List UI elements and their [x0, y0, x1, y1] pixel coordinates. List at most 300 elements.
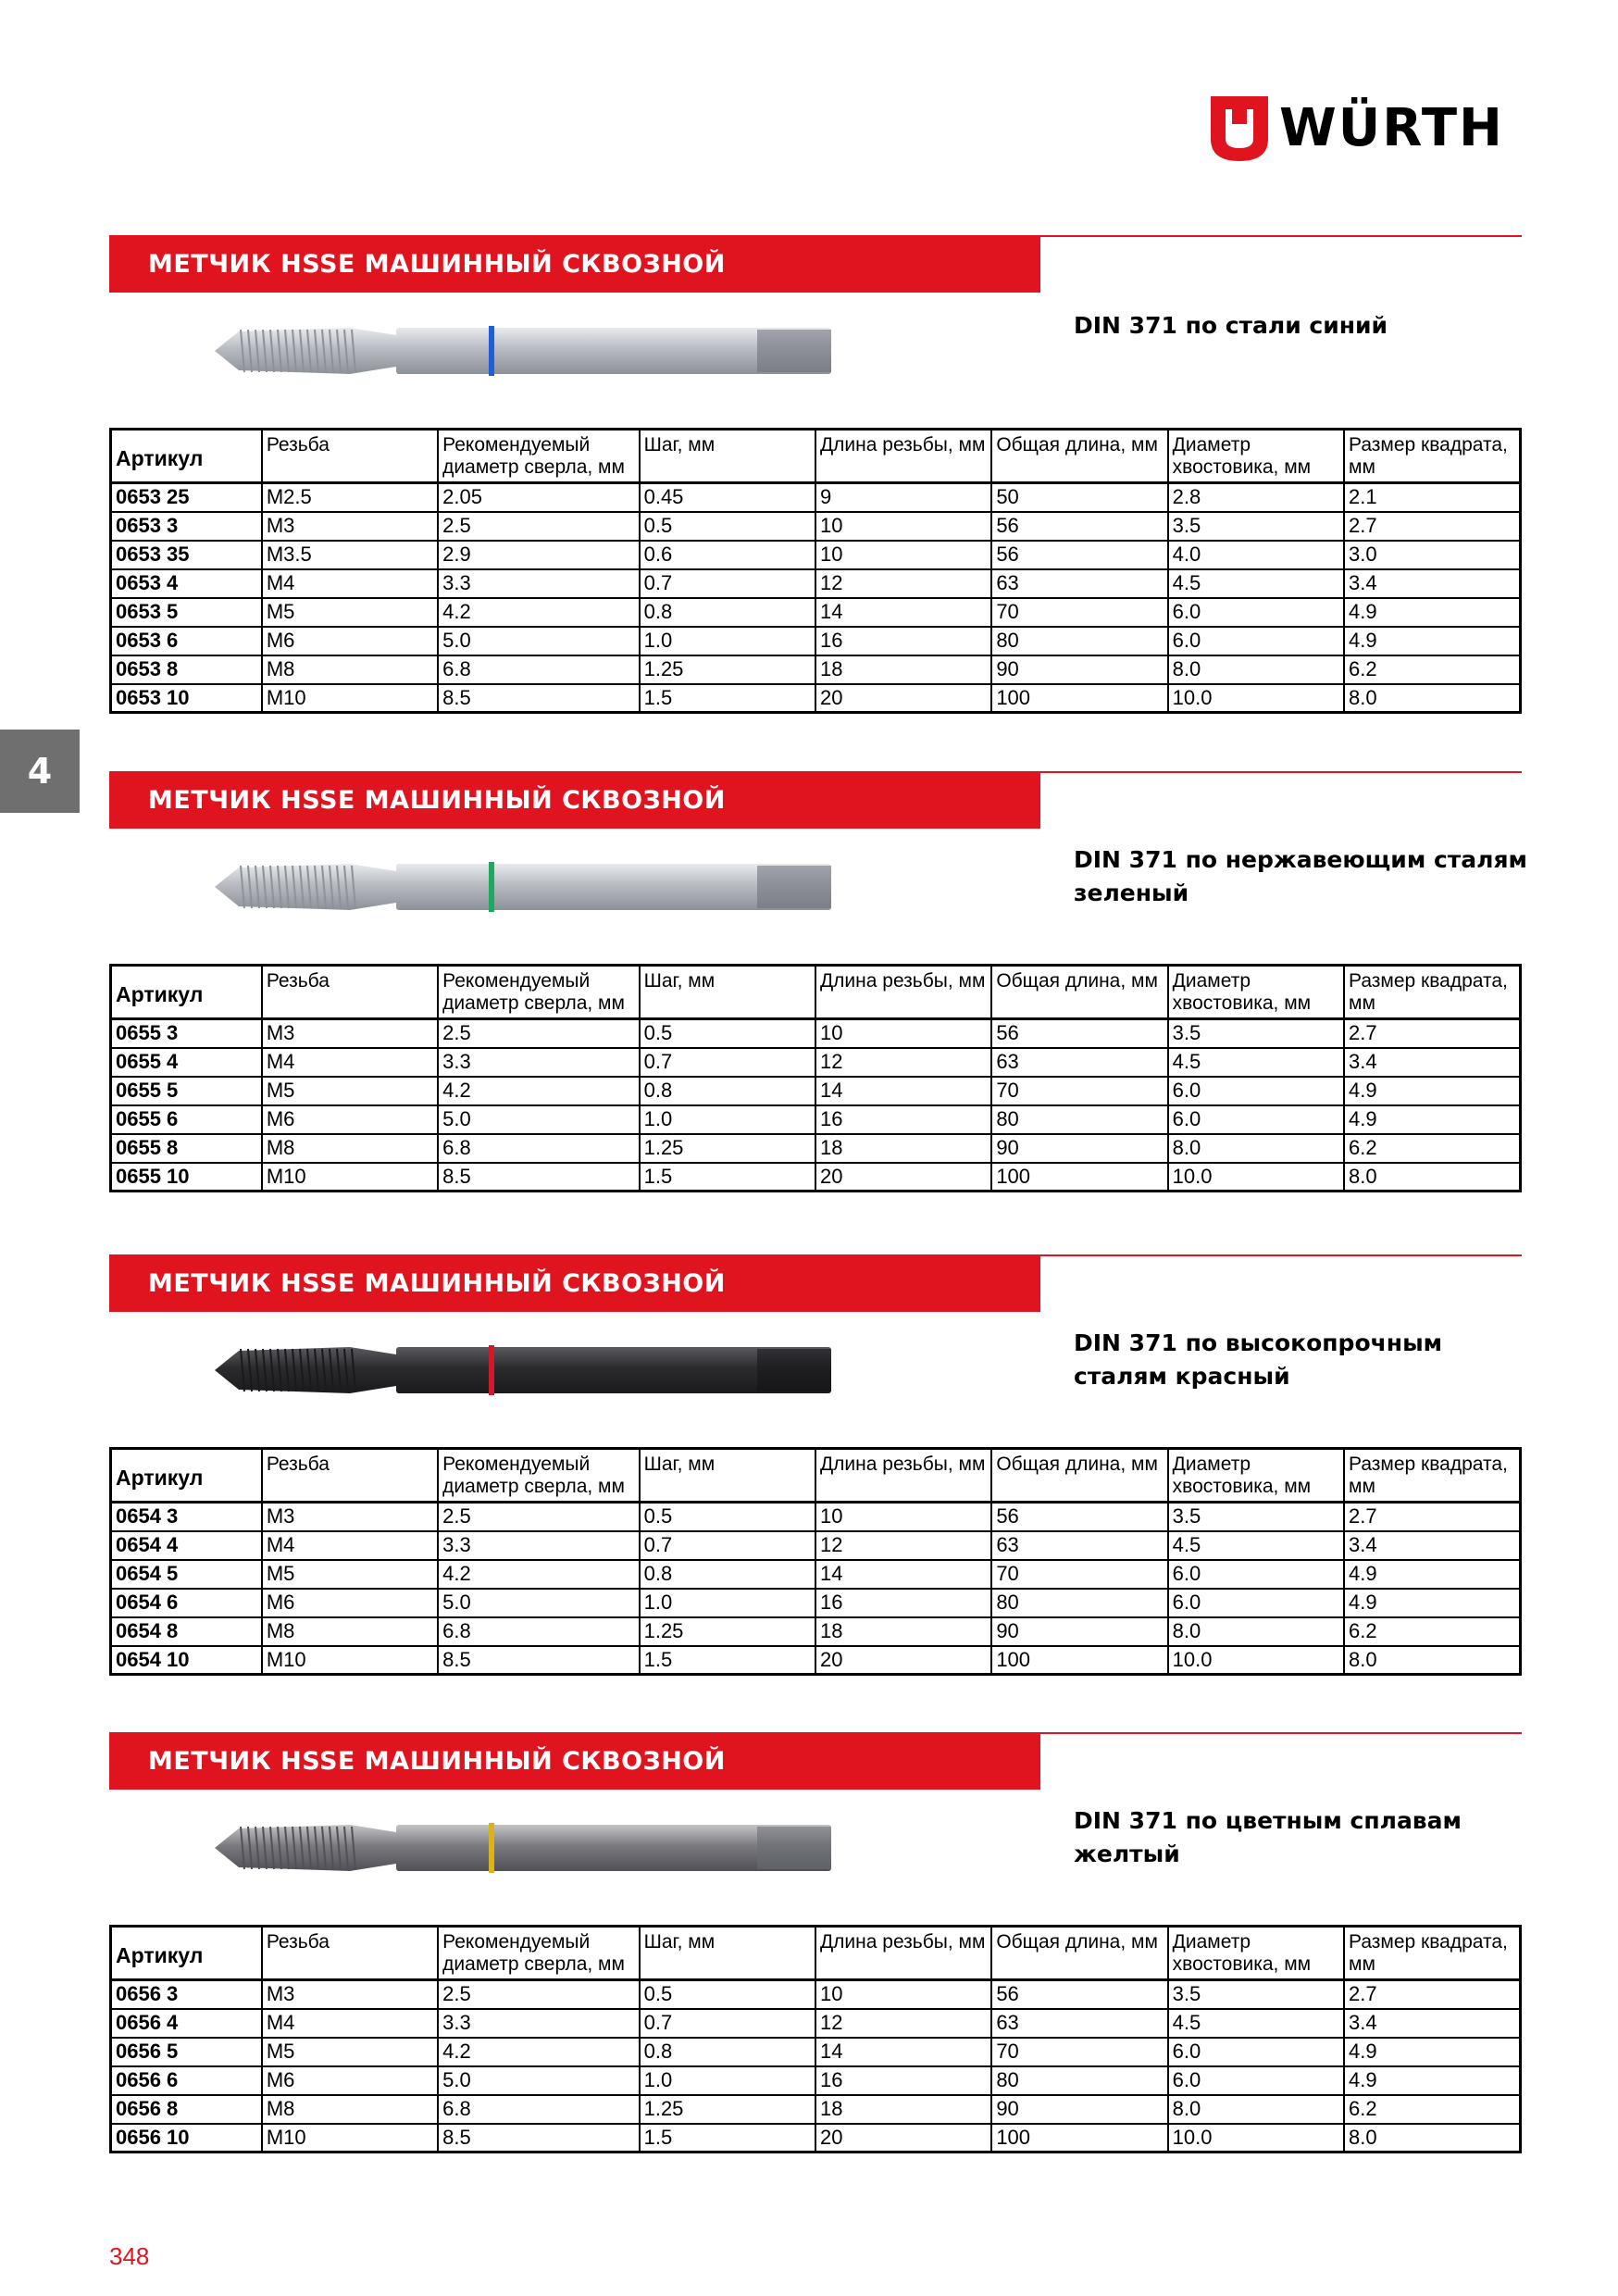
cell-thread-length: 20 [815, 1163, 991, 1192]
column-header-pitch: Шаг, мм [640, 1927, 815, 1980]
column-header-pitch: Шаг, мм [640, 966, 815, 1019]
table-row [111, 598, 1521, 627]
cell-shank-diameter: 10.0 [1168, 2124, 1344, 2152]
column-header-thread-length: Длина резьбы, мм [815, 966, 991, 1019]
section-title: МЕТЧИК HSSE МАШИННЫЙ СКВОЗНОЙ [148, 1747, 726, 1776]
cell-drill: 3.3 [438, 2009, 639, 2038]
table-header-row [111, 966, 1521, 1019]
cell-thread: M4 [262, 1531, 438, 1560]
column-header-square-size: Размер квадрата, мм [1344, 430, 1520, 483]
cell-thread-length: 18 [815, 2095, 991, 2124]
tap-illustration [211, 300, 877, 402]
column-header-drill: Рекомендуемый диаметр сверла, мм [438, 966, 639, 1019]
description-line: DIN 371 по стали синий [1074, 312, 1388, 339]
description-line: желтый [1074, 1841, 1180, 1867]
cell-square-size: 4.9 [1344, 1077, 1520, 1105]
cell-square-size: 8.0 [1344, 1646, 1520, 1675]
column-header-thread-length: Длина резьбы, мм [815, 1927, 991, 1980]
cell-total-length: 90 [991, 1134, 1167, 1163]
table-row [111, 1048, 1521, 1077]
cell-square-size: 4.9 [1344, 1560, 1520, 1589]
cell-drill: 5.0 [438, 1589, 639, 1617]
cell-drill: 3.3 [438, 1048, 639, 1077]
cell-thread-length: 10 [815, 1980, 991, 2009]
cell-drill: 2.5 [438, 1503, 639, 1531]
cell-thread: M6 [262, 627, 438, 655]
section-header-band [109, 1256, 1040, 1312]
cell-shank-diameter: 6.0 [1168, 627, 1344, 655]
cell-drill: 3.3 [438, 569, 639, 598]
cell-total-length: 70 [991, 598, 1167, 627]
description-line: DIN 371 по высокопрочным [1074, 1329, 1443, 1356]
table-row [111, 1077, 1521, 1105]
table-row [111, 512, 1521, 541]
cell-thread: M6 [262, 1589, 438, 1617]
cell-shank-diameter: 8.0 [1168, 1617, 1344, 1646]
cell-pitch: 1.0 [640, 2066, 815, 2095]
cell-drill: 8.5 [438, 1163, 639, 1192]
spec-table [109, 1447, 1522, 1676]
column-header-square-size: Размер квадрата, мм [1344, 1927, 1520, 1980]
cell-thread: M5 [262, 598, 438, 627]
cell-square-size: 4.9 [1344, 627, 1520, 655]
column-header-drill: Рекомендуемый диаметр сверла, мм [438, 430, 639, 483]
cell-drill: 2.5 [438, 512, 639, 541]
table-row [111, 1134, 1521, 1163]
cell-total-length: 100 [991, 1163, 1167, 1192]
cell-thread: M3.5 [262, 541, 438, 569]
cell-thread: M6 [262, 2066, 438, 2095]
cell-total-length: 100 [991, 684, 1167, 713]
cell-thread: M3 [262, 1503, 438, 1531]
spec-table [109, 1925, 1522, 2153]
cell-thread: M4 [262, 2009, 438, 2038]
cell-shank-diameter: 10.0 [1168, 1646, 1344, 1675]
cell-pitch: 0.8 [640, 1560, 815, 1589]
cell-thread: M4 [262, 1048, 438, 1077]
section-title: МЕТЧИК HSSE МАШИННЫЙ СКВОЗНОЙ [148, 786, 726, 815]
cell-square-size: 4.9 [1344, 1589, 1520, 1617]
cell-shank-diameter: 4.5 [1168, 1531, 1344, 1560]
description-line: DIN 371 по цветным сплавам [1074, 1807, 1462, 1834]
spec-table [109, 964, 1522, 1192]
cell-pitch: 1.0 [640, 1589, 815, 1617]
column-header-total-length: Общая длина, мм [991, 430, 1167, 483]
column-header-square-size: Размер квадрата, мм [1344, 1449, 1520, 1503]
cell-article: 0654 8 [111, 1617, 262, 1646]
column-header-total-length: Общая длина, мм [991, 1449, 1167, 1503]
cell-thread-length: 12 [815, 569, 991, 598]
cell-square-size: 2.1 [1344, 483, 1520, 512]
cell-pitch: 1.25 [640, 2095, 815, 2124]
column-header-thread-length: Длина резьбы, мм [815, 1449, 991, 1503]
cell-shank-diameter: 6.0 [1168, 2066, 1344, 2095]
column-header-drill: Рекомендуемый диаметр сверла, мм [438, 1449, 639, 1503]
cell-thread-length: 14 [815, 598, 991, 627]
cell-total-length: 80 [991, 1105, 1167, 1134]
cell-thread: M8 [262, 1617, 438, 1646]
cell-pitch: 0.8 [640, 598, 815, 627]
cell-pitch: 1.5 [640, 684, 815, 713]
cell-thread: M6 [262, 1105, 438, 1134]
cell-square-size: 4.9 [1344, 2066, 1520, 2095]
cell-pitch: 1.25 [640, 1134, 815, 1163]
cell-article: 0653 3 [111, 512, 262, 541]
cell-thread-length: 16 [815, 1589, 991, 1617]
cell-square-size: 4.9 [1344, 1105, 1520, 1134]
cell-thread: M10 [262, 1163, 438, 1192]
table-row [111, 1560, 1521, 1589]
cell-shank-diameter: 4.5 [1168, 569, 1344, 598]
cell-drill: 4.2 [438, 1560, 639, 1589]
cell-total-length: 56 [991, 512, 1167, 541]
table-row [111, 655, 1521, 684]
cell-drill: 8.5 [438, 2124, 639, 2152]
chapter-tab: 4 [0, 730, 80, 813]
cell-drill: 8.5 [438, 684, 639, 713]
cell-total-length: 63 [991, 1531, 1167, 1560]
cell-drill: 5.0 [438, 1105, 639, 1134]
cell-pitch: 0.5 [640, 1503, 815, 1531]
cell-article: 0654 10 [111, 1646, 262, 1675]
cell-shank-diameter: 3.5 [1168, 1019, 1344, 1048]
section-description [1074, 1804, 1537, 1871]
tap-illustration [211, 1319, 877, 1421]
cell-pitch: 1.25 [640, 1617, 815, 1646]
column-header-pitch: Шаг, мм [640, 1449, 815, 1503]
cell-total-length: 50 [991, 483, 1167, 512]
cell-shank-diameter: 6.0 [1168, 1560, 1344, 1589]
cell-shank-diameter: 3.5 [1168, 512, 1344, 541]
cell-article: 0653 4 [111, 569, 262, 598]
cell-article: 0656 3 [111, 1980, 262, 2009]
cell-square-size: 2.7 [1344, 1980, 1520, 2009]
cell-pitch: 1.5 [640, 1163, 815, 1192]
section-description [1074, 843, 1537, 910]
cell-drill: 3.3 [438, 1531, 639, 1560]
cell-shank-diameter: 3.5 [1168, 1503, 1344, 1531]
cell-pitch: 0.5 [640, 1980, 815, 2009]
cell-thread-length: 10 [815, 1503, 991, 1531]
cell-pitch: 1.25 [640, 655, 815, 684]
cell-thread-length: 18 [815, 1617, 991, 1646]
cell-drill: 5.0 [438, 2066, 639, 2095]
cell-square-size: 6.2 [1344, 1134, 1520, 1163]
cell-article: 0655 4 [111, 1048, 262, 1077]
cell-drill: 2.5 [438, 1980, 639, 2009]
cell-pitch: 1.0 [640, 627, 815, 655]
cell-thread: M2.5 [262, 483, 438, 512]
cell-drill: 6.8 [438, 655, 639, 684]
table-row [111, 1531, 1521, 1560]
column-header-article: Артикул [111, 966, 262, 1019]
cell-article: 0653 6 [111, 627, 262, 655]
table-row [111, 1163, 1521, 1192]
table-row [111, 483, 1521, 512]
section-header-band [109, 773, 1040, 829]
wurth-logo-icon [1211, 96, 1268, 161]
cell-thread-length: 10 [815, 512, 991, 541]
wurth-logo [1211, 96, 1504, 161]
section-description [1074, 1327, 1537, 1393]
cell-square-size: 2.7 [1344, 512, 1520, 541]
cell-article: 0655 8 [111, 1134, 262, 1163]
cell-pitch: 0.6 [640, 541, 815, 569]
cell-thread: M4 [262, 569, 438, 598]
cell-pitch: 0.5 [640, 1019, 815, 1048]
cell-square-size: 6.2 [1344, 1617, 1520, 1646]
cell-drill: 2.05 [438, 483, 639, 512]
cell-square-size: 4.9 [1344, 2038, 1520, 2066]
cell-square-size: 6.2 [1344, 655, 1520, 684]
cell-shank-diameter: 4.5 [1168, 2009, 1344, 2038]
cell-pitch: 0.7 [640, 1531, 815, 1560]
table-row [111, 2066, 1521, 2095]
cell-drill: 8.5 [438, 1646, 639, 1675]
cell-total-length: 90 [991, 655, 1167, 684]
cell-total-length: 100 [991, 2124, 1167, 2152]
cell-thread-length: 14 [815, 2038, 991, 2066]
cell-thread: M5 [262, 1077, 438, 1105]
cell-thread: M3 [262, 1019, 438, 1048]
cell-thread: M8 [262, 655, 438, 684]
cell-pitch: 1.5 [640, 1646, 815, 1675]
brand-name: WÜRTH [1279, 98, 1504, 158]
cell-shank-diameter: 6.0 [1168, 1105, 1344, 1134]
table-row [111, 569, 1521, 598]
cell-total-length: 70 [991, 1560, 1167, 1589]
cell-thread: M8 [262, 2095, 438, 2124]
cell-thread-length: 12 [815, 2009, 991, 2038]
section-title: МЕТЧИК HSSE МАШИННЫЙ СКВОЗНОЙ [148, 1269, 726, 1298]
cell-thread-length: 18 [815, 1134, 991, 1163]
cell-shank-diameter: 8.0 [1168, 655, 1344, 684]
cell-article: 0653 10 [111, 684, 262, 713]
cell-article: 0656 5 [111, 2038, 262, 2066]
cell-square-size: 8.0 [1344, 2124, 1520, 2152]
cell-thread: M10 [262, 1646, 438, 1675]
table-header-row [111, 1449, 1521, 1503]
cell-thread-length: 18 [815, 655, 991, 684]
cell-thread-length: 10 [815, 1019, 991, 1048]
cell-total-length: 90 [991, 1617, 1167, 1646]
cell-article: 0655 10 [111, 1163, 262, 1192]
cell-shank-diameter: 10.0 [1168, 1163, 1344, 1192]
cell-article: 0653 25 [111, 483, 262, 512]
section-description [1074, 309, 1537, 343]
table-row [111, 2095, 1521, 2124]
cell-shank-diameter: 6.0 [1168, 598, 1344, 627]
cell-drill: 6.8 [438, 1617, 639, 1646]
cell-article: 0656 6 [111, 2066, 262, 2095]
cell-article: 0653 5 [111, 598, 262, 627]
cell-square-size: 2.7 [1344, 1503, 1520, 1531]
table-row [111, 1646, 1521, 1675]
cell-pitch: 1.0 [640, 1105, 815, 1134]
cell-thread-length: 14 [815, 1077, 991, 1105]
cell-total-length: 70 [991, 1077, 1167, 1105]
table-row [111, 1019, 1521, 1048]
cell-thread-length: 9 [815, 483, 991, 512]
cell-total-length: 56 [991, 1503, 1167, 1531]
cell-thread-length: 12 [815, 1531, 991, 1560]
column-header-shank-diameter: Диаметр хвостовика, мм [1168, 966, 1344, 1019]
cell-pitch: 0.45 [640, 483, 815, 512]
cell-article: 0656 10 [111, 2124, 262, 2152]
column-header-thread: Резьба [262, 1927, 438, 1980]
cell-shank-diameter: 8.0 [1168, 1134, 1344, 1163]
cell-thread: M10 [262, 684, 438, 713]
cell-total-length: 80 [991, 2066, 1167, 2095]
cell-drill: 6.8 [438, 2095, 639, 2124]
cell-total-length: 80 [991, 1589, 1167, 1617]
cell-article: 0654 5 [111, 1560, 262, 1589]
cell-total-length: 56 [991, 1980, 1167, 2009]
table-row [111, 684, 1521, 713]
cell-total-length: 90 [991, 2095, 1167, 2124]
column-header-thread-length: Длина резьбы, мм [815, 430, 991, 483]
cell-shank-diameter: 2.8 [1168, 483, 1344, 512]
cell-drill: 4.2 [438, 1077, 639, 1105]
cell-square-size: 3.4 [1344, 1048, 1520, 1077]
cell-square-size: 8.0 [1344, 684, 1520, 713]
table-header-row [111, 1927, 1521, 1980]
cell-square-size: 3.0 [1344, 541, 1520, 569]
cell-shank-diameter: 6.0 [1168, 1589, 1344, 1617]
cell-drill: 2.5 [438, 1019, 639, 1048]
cell-shank-diameter: 4.0 [1168, 541, 1344, 569]
cell-thread-length: 16 [815, 627, 991, 655]
cell-shank-diameter: 6.0 [1168, 1077, 1344, 1105]
column-header-total-length: Общая длина, мм [991, 966, 1167, 1019]
cell-total-length: 80 [991, 627, 1167, 655]
cell-square-size: 3.4 [1344, 1531, 1520, 1560]
cell-shank-diameter: 4.5 [1168, 1048, 1344, 1077]
cell-pitch: 0.7 [640, 569, 815, 598]
cell-pitch: 0.8 [640, 2038, 815, 2066]
tap-illustration [211, 1797, 877, 1899]
table-row [111, 1980, 1521, 2009]
cell-thread: M3 [262, 512, 438, 541]
cell-thread-length: 20 [815, 1646, 991, 1675]
column-header-total-length: Общая длина, мм [991, 1927, 1167, 1980]
cell-total-length: 63 [991, 2009, 1167, 2038]
cell-total-length: 70 [991, 2038, 1167, 2066]
cell-thread-length: 12 [815, 1048, 991, 1077]
cell-drill: 6.8 [438, 1134, 639, 1163]
cell-drill: 5.0 [438, 627, 639, 655]
cell-thread: M3 [262, 1980, 438, 2009]
cell-pitch: 0.7 [640, 1048, 815, 1077]
column-header-article: Артикул [111, 1927, 262, 1980]
column-header-shank-diameter: Диаметр хвостовика, мм [1168, 1927, 1344, 1980]
cell-thread-length: 16 [815, 2066, 991, 2095]
table-row [111, 2009, 1521, 2038]
cell-pitch: 0.8 [640, 1077, 815, 1105]
cell-thread-length: 16 [815, 1105, 991, 1134]
table-row [111, 2124, 1521, 2152]
cell-article: 0655 3 [111, 1019, 262, 1048]
cell-thread-length: 20 [815, 684, 991, 713]
cell-thread-length: 20 [815, 2124, 991, 2152]
cell-square-size: 6.2 [1344, 2095, 1520, 2124]
description-line: зеленый [1074, 880, 1189, 906]
cell-article: 0654 4 [111, 1531, 262, 1560]
cell-article: 0653 35 [111, 541, 262, 569]
cell-square-size: 4.9 [1344, 598, 1520, 627]
column-header-shank-diameter: Диаметр хвостовика, мм [1168, 430, 1344, 483]
cell-thread: M8 [262, 1134, 438, 1163]
column-header-thread: Резьба [262, 966, 438, 1019]
cell-total-length: 63 [991, 569, 1167, 598]
section-header-band [109, 1734, 1040, 1790]
cell-article: 0655 6 [111, 1105, 262, 1134]
cell-total-length: 56 [991, 541, 1167, 569]
cell-shank-diameter: 3.5 [1168, 1980, 1344, 2009]
section-header-band [109, 237, 1040, 293]
column-header-shank-diameter: Диаметр хвостовика, мм [1168, 1449, 1344, 1503]
cell-thread-length: 10 [815, 541, 991, 569]
cell-thread-length: 14 [815, 1560, 991, 1589]
cell-article: 0654 6 [111, 1589, 262, 1617]
cell-square-size: 8.0 [1344, 1163, 1520, 1192]
cell-article: 0654 3 [111, 1503, 262, 1531]
cell-thread: M5 [262, 2038, 438, 2066]
cell-total-length: 63 [991, 1048, 1167, 1077]
cell-shank-diameter: 8.0 [1168, 2095, 1344, 2124]
table-row [111, 1105, 1521, 1134]
cell-article: 0656 4 [111, 2009, 262, 2038]
column-header-thread: Резьба [262, 1449, 438, 1503]
cell-thread: M10 [262, 2124, 438, 2152]
cell-pitch: 1.5 [640, 2124, 815, 2152]
column-header-drill: Рекомендуемый диаметр сверла, мм [438, 1927, 639, 1980]
page-number: 348 [109, 2242, 150, 2270]
column-header-thread: Резьба [262, 430, 438, 483]
table-header-row [111, 430, 1521, 483]
cell-pitch: 0.5 [640, 512, 815, 541]
cell-article: 0655 5 [111, 1077, 262, 1105]
table-row [111, 1589, 1521, 1617]
table-row [111, 1617, 1521, 1646]
column-header-article: Артикул [111, 430, 262, 483]
cell-total-length: 56 [991, 1019, 1167, 1048]
column-header-pitch: Шаг, мм [640, 430, 815, 483]
cell-article: 0653 8 [111, 655, 262, 684]
cell-drill: 2.9 [438, 541, 639, 569]
description-line: DIN 371 по нержавеющим сталям [1074, 846, 1527, 873]
cell-square-size: 3.4 [1344, 2009, 1520, 2038]
cell-shank-diameter: 10.0 [1168, 684, 1344, 713]
section-title: МЕТЧИК HSSE МАШИННЫЙ СКВОЗНОЙ [148, 250, 726, 279]
table-row [111, 541, 1521, 569]
cell-article: 0656 8 [111, 2095, 262, 2124]
cell-square-size: 2.7 [1344, 1019, 1520, 1048]
cell-drill: 4.2 [438, 2038, 639, 2066]
cell-drill: 4.2 [438, 598, 639, 627]
cell-square-size: 3.4 [1344, 569, 1520, 598]
cell-total-length: 100 [991, 1646, 1167, 1675]
column-header-article: Артикул [111, 1449, 262, 1503]
description-line: сталям красный [1074, 1363, 1290, 1390]
cell-thread: M5 [262, 1560, 438, 1589]
spec-table [109, 428, 1522, 714]
cell-shank-diameter: 6.0 [1168, 2038, 1344, 2066]
table-row [111, 2038, 1521, 2066]
tap-illustration [211, 836, 877, 938]
column-header-square-size: Размер квадрата, мм [1344, 966, 1520, 1019]
table-row [111, 1503, 1521, 1531]
